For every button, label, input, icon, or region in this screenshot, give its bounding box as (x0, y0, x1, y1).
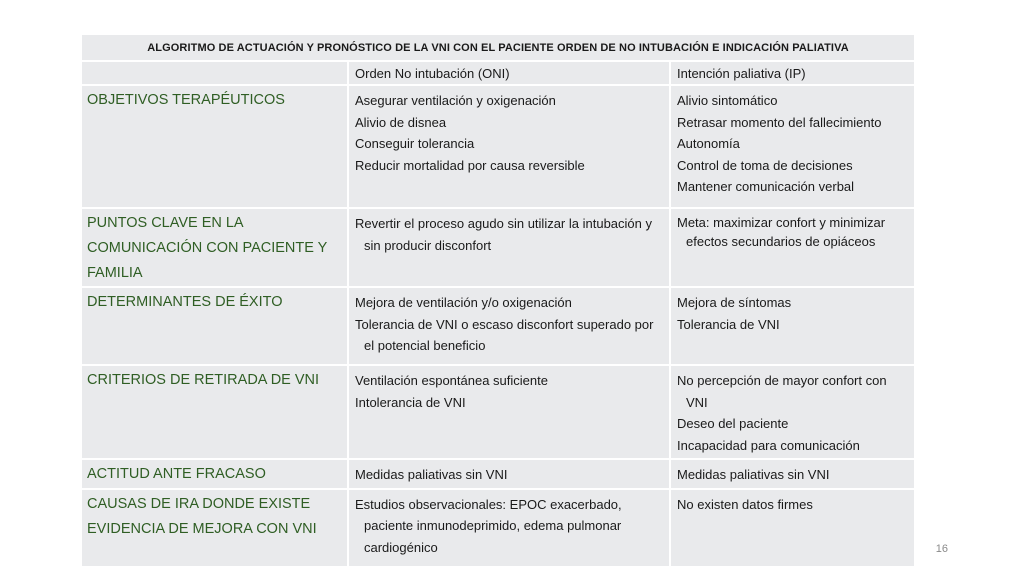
table-row (81, 489, 915, 567)
oni-cell (348, 208, 670, 287)
list-item: Conseguir tolerancia (355, 136, 475, 151)
list-item: Asegurar ventilación y oxigenación (355, 93, 556, 108)
table-row (81, 459, 915, 489)
header-ip: Intención paliativa (IP) (670, 61, 915, 85)
list-item: Tolerancia de VNI (677, 316, 780, 332)
list-item: Deseo del paciente (677, 416, 789, 431)
row-category: DETERMINANTES DE ÉXITO (81, 287, 348, 365)
oni-cell (348, 489, 670, 567)
header-empty (81, 61, 348, 85)
ip-cell (670, 459, 915, 489)
oni-cell (348, 365, 670, 459)
table-header-row (81, 61, 915, 85)
table-title-row (81, 34, 915, 61)
list-item: Estudios observacionales: EPOC exacerbado, paciente inmunodeprimido, edema pulmonar cardiogénico (355, 496, 622, 555)
row-category: PUNTOS CLAVE EN LA COMUNICACIÓN CON PACIENTE Y FAMILIA (81, 208, 348, 287)
list-item: Mejora de ventilación y/o oxigenación (355, 295, 572, 310)
oni-cell (348, 459, 670, 489)
list-item: Mejora de síntomas (677, 295, 792, 310)
row-category: CAUSAS DE IRA DONDE EXISTE EVIDENCIA DE MEJORA CON VNI (81, 489, 348, 567)
ip-cell (670, 365, 915, 459)
list-item: Meta: maximizar confort y minimizar efectos secundarios de opiáceos (677, 215, 886, 249)
oni-cell (348, 287, 670, 365)
ip-cell (670, 489, 915, 567)
list-item: No percepción de mayor confort con VNI (677, 373, 887, 410)
list-item: Mantener comunicación verbal (677, 179, 855, 194)
list-item: Autonomía (677, 136, 740, 151)
list-item: Medidas paliativas sin VNI (677, 467, 830, 482)
table-row (81, 85, 915, 208)
list-item: Medidas paliativas sin VNI (355, 467, 508, 482)
list-item: Reducir mortalidad por causa reversible (355, 157, 585, 173)
list-item: Tolerancia de VNI o escaso disconfort superado por el potencial beneficio (355, 316, 654, 353)
page-number: 16 (935, 543, 948, 555)
list-item: No existen datos firmes (677, 496, 813, 512)
table-row (81, 365, 915, 459)
list-item: Intolerancia de VNI (355, 394, 466, 410)
list-item: Retrasar momento del fallecimiento (677, 114, 882, 130)
oni-cell (348, 85, 670, 208)
list-item: Alivio de disnea (355, 114, 447, 130)
header-oni: Orden No intubación (ONI) (348, 61, 670, 85)
row-category: CRITERIOS DE RETIRADA DE VNI (81, 365, 348, 459)
list-item: Revertir el proceso agudo sin utilizar la intubación y sin producir disconfort (355, 216, 652, 253)
list-item: Incapacidad para comunicación (677, 437, 860, 453)
list-item: Control de toma de decisiones (677, 157, 853, 173)
table-row (81, 287, 915, 365)
table-title: ALGORITMO DE ACTUACIÓN Y PRONÓSTICO DE LA VNI CON EL PACIENTE ORDEN DE NO INTUBACIÓN E INDICACIÓN PALIATIVA (81, 34, 915, 61)
list-item: Ventilación espontánea suficiente (355, 373, 548, 388)
vni-algorithm-table (80, 33, 916, 568)
ip-cell (670, 85, 915, 208)
ip-cell (670, 208, 915, 287)
row-category: OBJETIVOS TERAPÉUTICOS (81, 85, 348, 208)
list-item: Alivio sintomático (677, 93, 778, 108)
row-category: ACTITUD ANTE FRACASO (81, 459, 348, 489)
table-row (81, 208, 915, 287)
ip-cell (670, 287, 915, 365)
